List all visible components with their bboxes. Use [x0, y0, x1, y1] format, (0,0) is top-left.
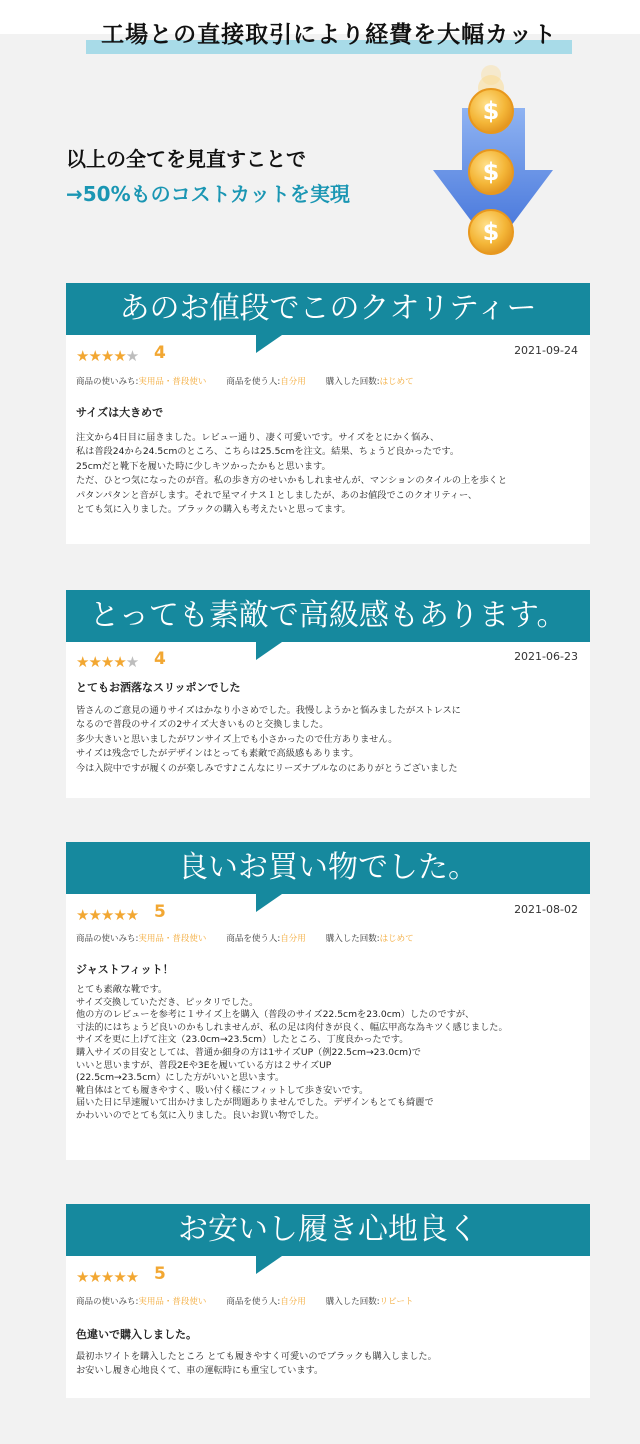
review-title: とてもお洒落なスリッポンでした: [76, 681, 241, 694]
review-card: [66, 283, 590, 544]
review-card: [66, 842, 590, 1160]
banner-tail: [256, 642, 282, 660]
star-rating: ★★★★★: [76, 1268, 139, 1286]
rating-value: 4: [154, 343, 166, 363]
review-body: 皆さんのご意見の通りサイズはかなり小さめでした。我慢しようかと悩みましたがストレスに なるので普段のサイズの2サイズ大きいものと交換しました。 多少大きいと思いましたがワンサイズ上でも小さかったので仕方ありません。 サイズは残念でしたがデザインはとっても素敵で高級感もあります。 今は入院中ですが履くのが楽しみです♪こんなにリーズナブルなのにありがとうございました: [76, 705, 461, 774]
rating-value: 5: [154, 902, 166, 922]
review-card: [66, 1204, 590, 1398]
review-meta: 商品の使いみち:実用品・普段使い 商品を使う人:自分用 購入した回数:はじめて: [76, 934, 414, 944]
review-banner: お安いし履き心地良く: [66, 1204, 590, 1256]
rating-value: 4: [154, 649, 166, 669]
review-title: 色違いで購入しました。: [76, 1328, 197, 1341]
banner-tail: [256, 1256, 282, 1274]
rating-value: 5: [154, 1264, 166, 1284]
cost-down-arrow-icon: [425, 60, 560, 260]
review-body: とても素敵な靴です。 サイズ交換していただき、ピッタリでした。 他の方のレビューを参考に１サイズ上を購入（普段のサイズ22.5cmを23.0cm）したのですが、 寸法的にはちょうど良いのかもしれませんが、私の足は肉付きが良く、幅広甲高な為キツく感じました。 サイズを更に上げて注文（23.0cm→23.5cm）したところ、丁度良かったです。 購入サイズの目安としては、普通か細身の方は1サイズUP（例22.5cm→23.0cm)で いいと思いますが、普段2Eや3Eを履いている方は２サイズUP (22.5cm→23.5cm）にした方がいいと思います。 靴自体はとても履きやすく、吸い付く様にフィットして歩き安いです。 届いた日に早速履いて出かけましたが問題ありませんでした。デザインもとても綺麗で かわいいのでとても気に入りました。良いお買い物でした。: [76, 984, 508, 1121]
star-rating: ★★★★★: [76, 653, 139, 671]
hero-title: 工場との直接取引により経費を大幅カット: [101, 22, 557, 48]
svg-text:$: $: [482, 158, 500, 186]
svg-text:$: $: [482, 218, 500, 246]
star-rating: ★★★★★: [76, 347, 139, 365]
banner-tail: [256, 894, 282, 912]
hero-line-1: 以上の全てを見直すことで: [66, 147, 306, 171]
review-date: 2021-06-23: [514, 650, 578, 663]
review-card: [66, 590, 590, 798]
review-banner: 良いお買い物でした。: [66, 842, 590, 894]
review-banner: とっても素敵で高級感もあります。: [66, 590, 590, 642]
coin-icon: [469, 89, 513, 133]
review-title: サイズは大きめで: [76, 406, 164, 419]
review-title: ジャストフィット！: [76, 963, 174, 976]
review-date: 2021-08-02: [514, 903, 578, 916]
coin-icon: [469, 150, 513, 194]
review-meta: 商品の使いみち:実用品・普段使い 商品を使う人:自分用 購入した回数:リピート: [76, 1297, 414, 1307]
review-body: 最初ホワイトを購入したところ とても履きやすく可愛いのでブラックも購入しました。 お安いし履き心地良くて、車の運転時にも重宝しています。: [76, 1351, 437, 1377]
review-meta: 商品の使いみち:実用品・普段使い 商品を使う人:自分用 購入した回数:はじめて: [76, 377, 414, 387]
star-rating: ★★★★★: [76, 906, 139, 924]
coin-icon: [469, 210, 513, 254]
review-body: 注文から4日目に届きました。レビュー通り、凄く可愛いです。サイズをとにかく悩み、 私は普段24から24.5cmのところ、こちらは25.5cmを注文。結果、ちょうど良かったです。 25cmだと靴下を履いた時に少しキツかったかもと思います。 ただ、ひとつ気になったのが音。私の歩き方のせいかもしれませんが、マンションのタイルの上を歩くと パタンパタンと音がします。それで星マイナス１としましたが、あのお値段でこのクオリティー、 とても気に入りました。ブラックの購入も考えたいと思ってます。: [76, 432, 508, 516]
review-date: 2021-09-24: [514, 344, 578, 357]
hero-title-block: [86, 18, 572, 56]
hero-line-2: →50%ものコストカットを実現: [66, 182, 350, 206]
banner-tail: [256, 335, 282, 353]
svg-text:$: $: [482, 97, 500, 125]
review-banner: あのお値段でこのクオリティー: [66, 283, 590, 335]
